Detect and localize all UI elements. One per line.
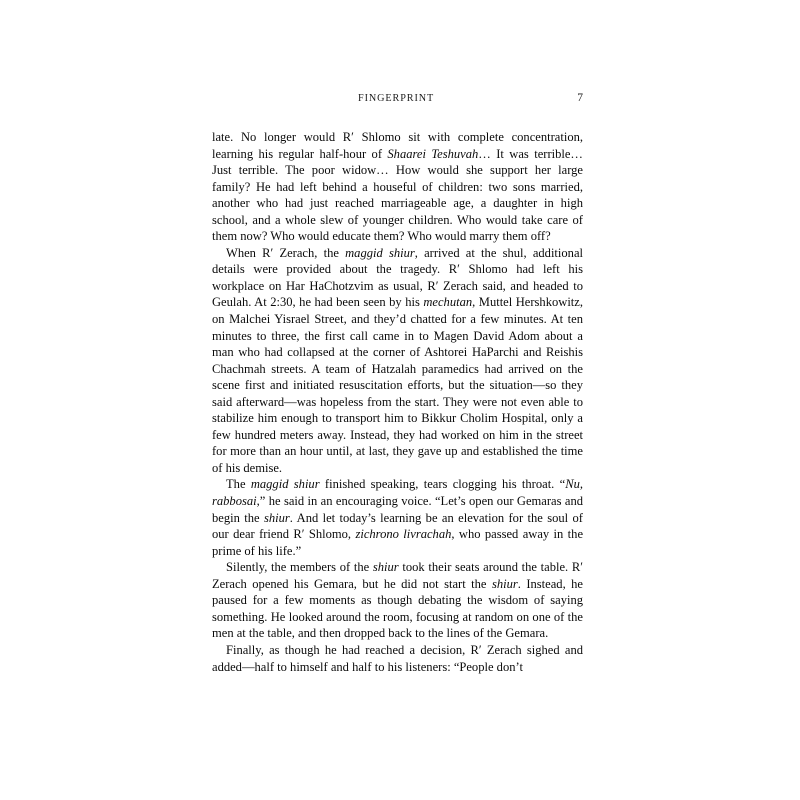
text-run: finished speaking, tears clogging his throat. “ [319,477,566,492]
italic-term: mechutan [423,295,473,310]
text-run: . Instead, he paused for a few moments as though debating the wisdom of saying something. He looked around the room, focusing at random on one of the men at the table, and then dropped back to the lines of the Gemara. [212,576,584,641]
text-run: , Muttel Hershkowitz, on Malchei Yisrael Street, and they’d chatted for a few minutes. At ten minutes to three, the first call came in to Magen David Adom about a man who had collapsed at the corner of Ashtorei HaParchi and Reishis Chachmah streets. A team of Hatzalah paramedics had arrived on the scene first and initiated resuscitation efforts, but the situation—so they said afterward—was hopeless from the start. They were not even able to stabilize him enough to transport him to Bikkur Cholim Hospital, only a few hundred meters away. Instead, they had worked on him in the street for more than an hour until, at last, they gave up and established the time of his demise. [212,295,583,475]
text-run: The [226,477,251,492]
text-block [212,92,583,675]
italic-term: Nu, rabbosai [212,477,583,509]
italic-term: shiur [372,560,399,575]
italic-term: maggid shiur [345,245,415,260]
paragraph [212,476,583,559]
paragraph [212,129,583,245]
text-run: Silently, the members of the [226,560,373,575]
text-run: When R′ Zerach, the [226,245,346,260]
text-run: . And let today’s learning be an elevation for the soul of our dear friend R′ Shlomo, [212,510,583,542]
paragraph [212,642,583,675]
text-run: late. No longer would R′ Shlomo sit with complete concentration, learning his regular half-hour of [212,130,583,161]
body-copy [212,129,583,675]
text-run: Finally, as though he had reached a decision, R′ Zerach sighed and added—half to himself and half to his listeners: “People don’t [212,642,583,674]
page-number: 7 [577,92,583,104]
text-run: took their seats around the table. R′ Zerach opened his Gemara, but he did not start the [212,560,583,591]
text-run: , who passed away in the prime of his life.” [212,527,584,558]
italic-term: maggid shiur [250,477,320,492]
running-head-title: FINGERPRINT [358,93,435,104]
italic-term: Shaarei Teshuvah [387,146,479,161]
paragraph [212,559,583,642]
text-run: … It was terrible… Just terrible. The poor widow… How would she support her large family? He had left behind a houseful of children: two sons married, another who had just reached marriageable age, a daughter in high school, and a whole slew of younger children. Who would take care of them now? Who would educate them? Who would marry them off? [212,146,583,244]
italic-term: zichrono livrachah [355,527,452,542]
italic-term: shiur [491,576,518,591]
text-run: ,” he said in an encouraging voice. “Let’s open our Gemaras and begin the [212,494,583,525]
text-run: , arrived at the shul, additional details were provided about the tragedy. R′ Shlomo had left his workplace on Har HaChotzvim as usual, R′ Zerach said, and headed to Geulah. At 2:30, he had been seen by his [212,245,583,310]
paragraph [212,245,583,477]
italic-term: shiur [263,510,290,525]
running-head [212,92,583,108]
